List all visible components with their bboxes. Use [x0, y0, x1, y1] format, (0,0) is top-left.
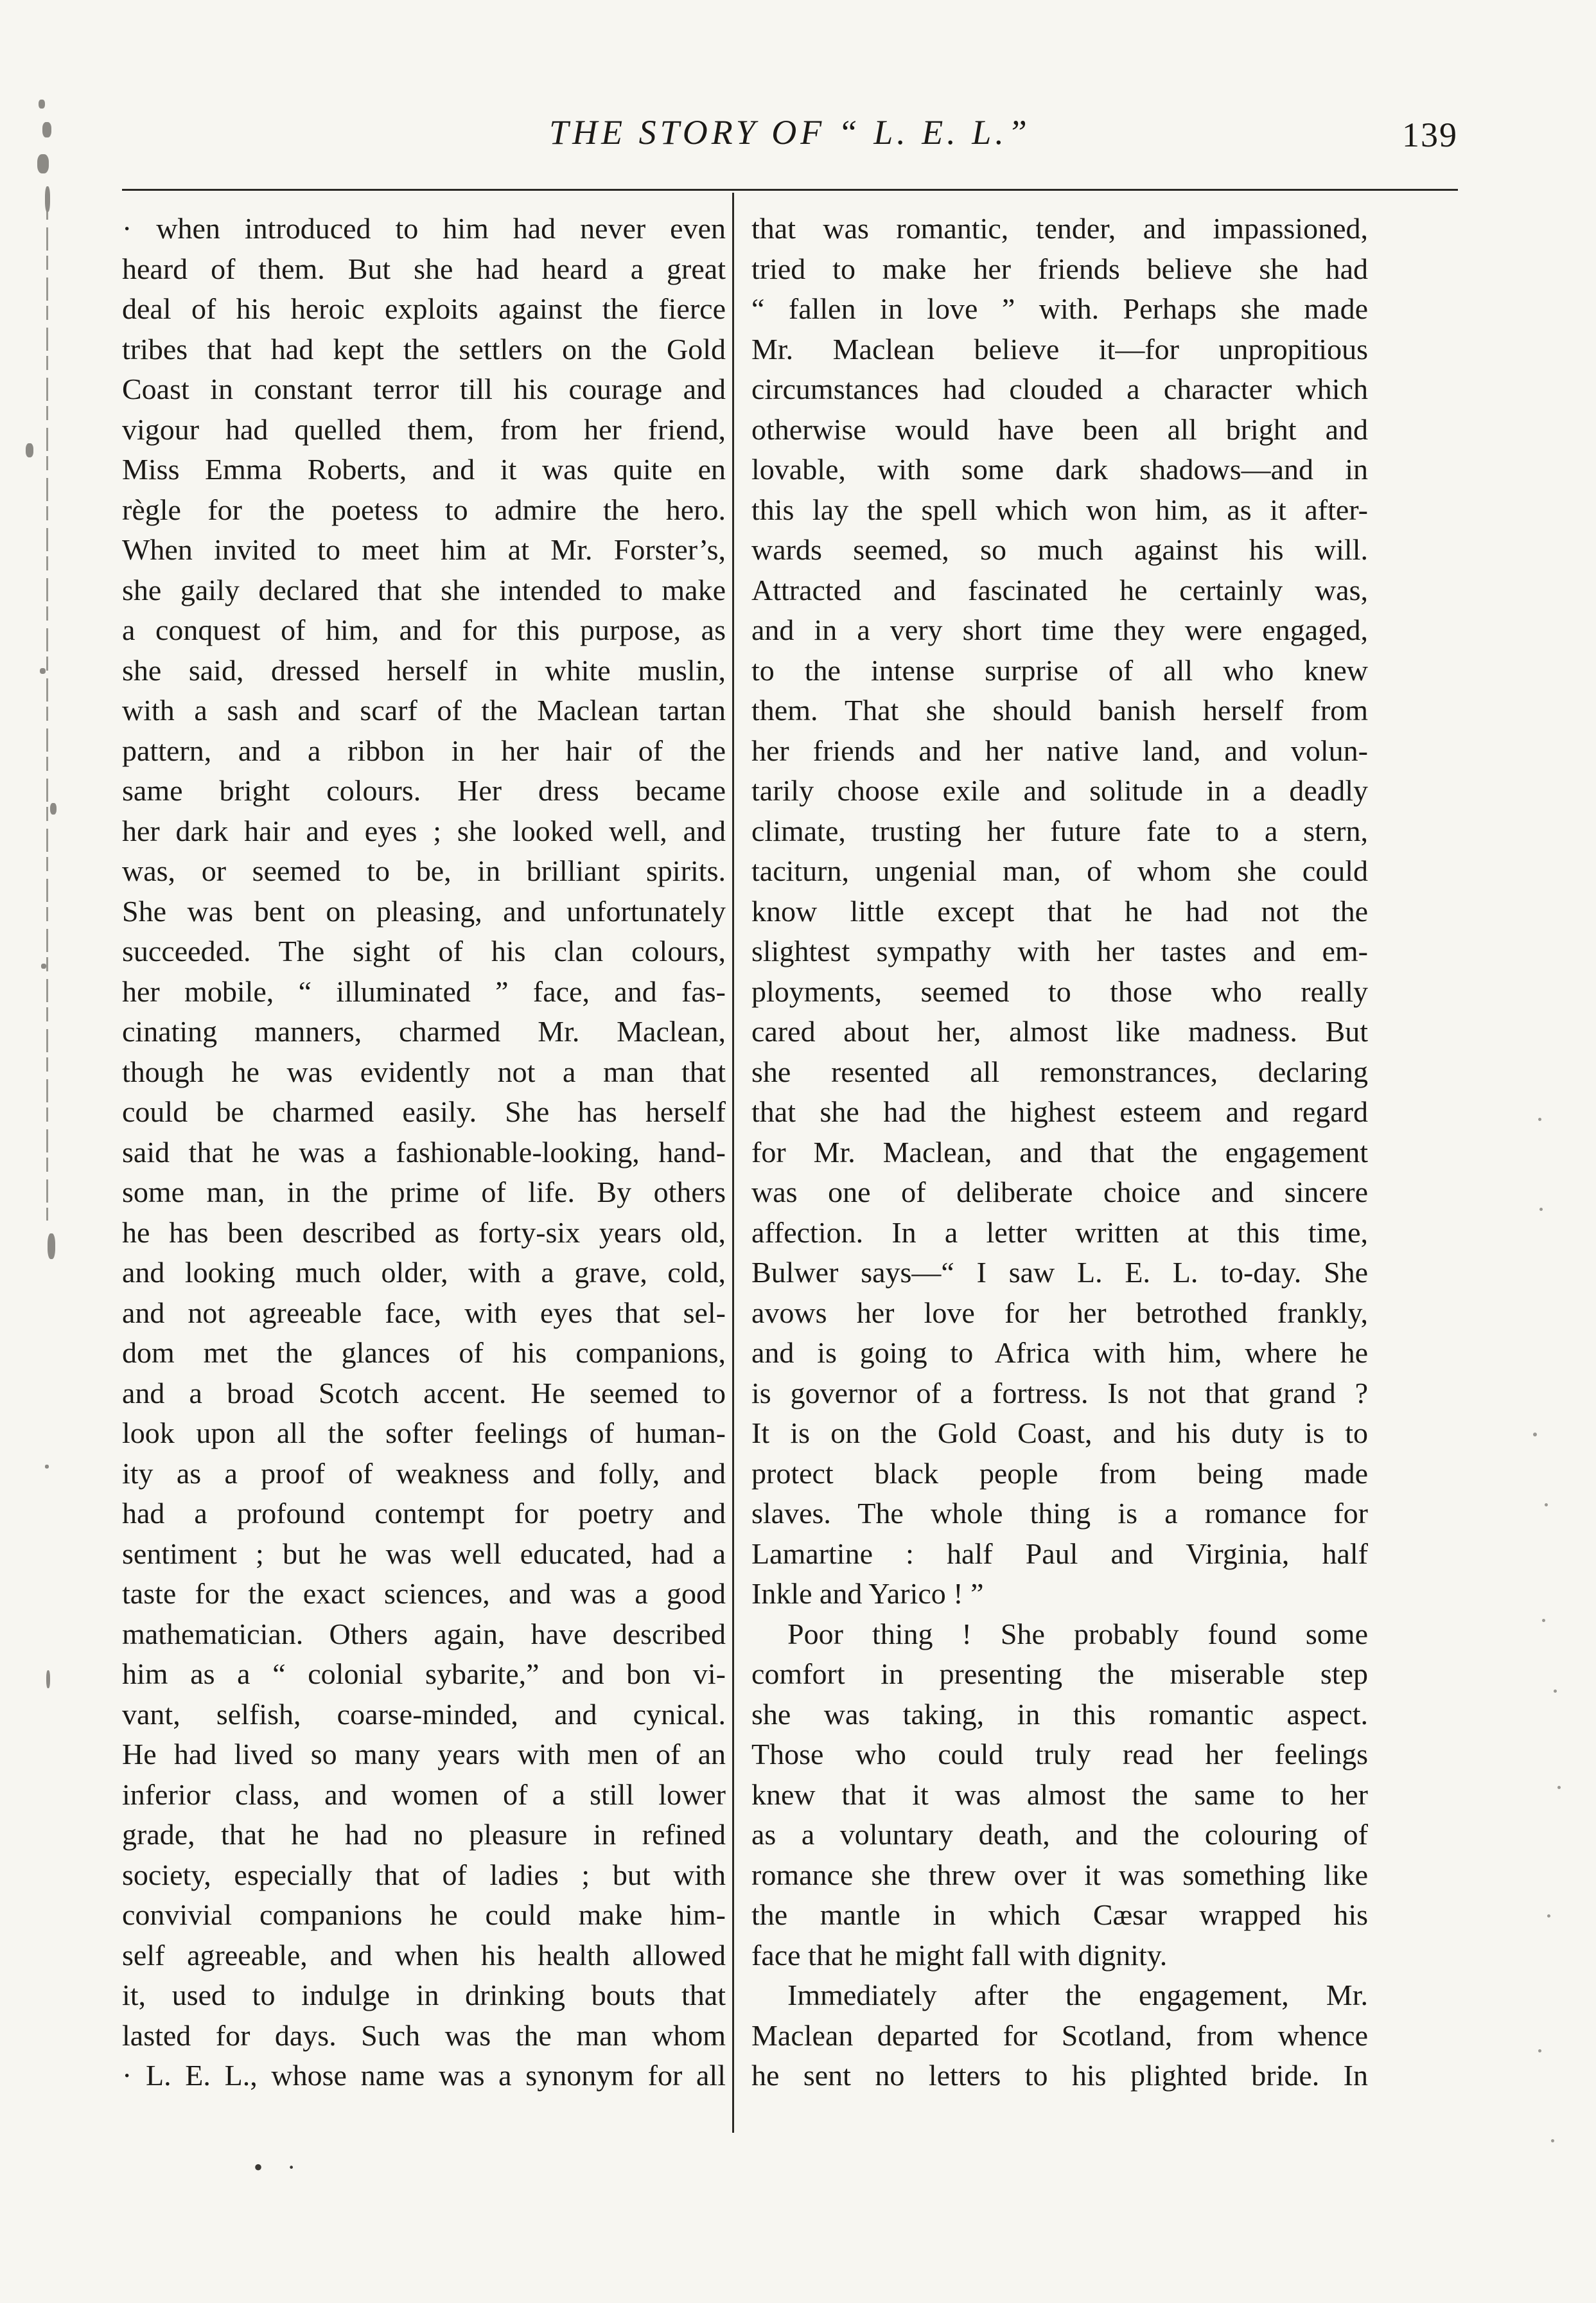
text-line: wards seemed, so much against his will. [751, 533, 1368, 566]
text-line: circumstances had clouded a character which [751, 373, 1368, 405]
text-line: Lamartine : half Paul and Virginia, half [751, 1537, 1368, 1570]
text-line: “ fallen in love ” with. Perhaps she made [751, 292, 1368, 325]
text-line: him as a “ colonial sybarite,” and bon vi- [122, 1657, 726, 1690]
text-line: When invited to meet him at Mr. Forster’s, [122, 533, 726, 566]
text-line: climate, trusting her future fate to a stern, [751, 814, 1368, 847]
footer-marks: • · [254, 2153, 305, 2182]
text-line: it, used to indulge in drinking bouts that [122, 1979, 726, 2011]
text-line: slightest sympathy with her tastes and em- [751, 935, 1368, 967]
left-margin-specks [0, 0, 71, 2303]
running-title: THE STORY OF “ L. E. L.” [549, 113, 1031, 152]
text-line: romance she threw over it was something like [751, 1858, 1368, 1891]
text-line: Mr. Maclean believe it—for unpropitious [751, 332, 1368, 366]
text-line: she resented all remonstrances, declaring [751, 1055, 1368, 1088]
text-line: deal of his heroic exploits against the fierce [122, 292, 726, 325]
text-line: same bright colours. Her dress became [122, 774, 726, 807]
text-line: he sent no letters to his plighted bride. In [751, 2059, 1368, 2092]
text-line: cared about her, almost like madness. But [751, 1015, 1368, 1048]
text-line: she said, dressed herself in white muslin, [122, 653, 726, 687]
text-line: règle for the poetess to admire the hero. [122, 493, 726, 526]
text-line: convivial companions he could make him- [122, 1898, 726, 1931]
text-line: cinating manners, charmed Mr. Maclean, [122, 1015, 726, 1048]
text-line: to the intense surprise of all who knew [751, 653, 1368, 687]
text-line: affection. In a letter written at this time, [751, 1215, 1368, 1249]
text-line: heard of them. But she had heard a great [122, 252, 726, 285]
binding-shadow [46, 206, 48, 1221]
text-line: though he was evidently not a man that [122, 1055, 726, 1088]
text-line: tribes that had kept the settlers on the Gold [122, 332, 726, 366]
column-divider [732, 193, 734, 2133]
text-line: taciturn, ungenial man, of whom she could [751, 854, 1368, 887]
text-line: tarily choose exile and solitude in a deadly [751, 774, 1368, 807]
text-line: Coast in constant terror till his courage and [122, 373, 726, 405]
text-line: taste for the exact sciences, and was a good [122, 1577, 726, 1610]
text-line: dom met the glances of his companions, [122, 1336, 726, 1369]
text-line: her dark hair and eyes ; she looked well, and [122, 814, 726, 847]
text-line: vigour had quelled them, from her friend, [122, 412, 726, 446]
text-line: she was taking, in this romantic aspect. [751, 1697, 1368, 1731]
text-line: self agreeable, and when his health allowed [122, 1938, 726, 1972]
left-column [122, 209, 726, 2096]
text-line: face that he might fall with dignity. [751, 1938, 1168, 1972]
text-line: was one of deliberate choice and sincere [751, 1176, 1368, 1208]
text-line: some man, in the prime of life. By others [122, 1176, 726, 1208]
text-line: and in a very short time they were engaged, [751, 613, 1368, 646]
text-line: ployments, seemed to those who really [751, 975, 1368, 1008]
text-line: her mobile, “ illuminated ” face, and fas- [122, 975, 726, 1008]
header-rule [122, 189, 1458, 191]
text-line: slaves. The whole thing is a romance for [751, 1497, 1368, 1530]
text-line: mathematician. Others again, have described [122, 1617, 726, 1650]
text-line: protect black people from being made [751, 1456, 1368, 1490]
text-line: vant, selfish, coarse-minded, and cynical. [122, 1697, 726, 1731]
running-head [122, 112, 1458, 170]
text-line: he has been described as forty-six years old, [122, 1215, 726, 1249]
text-line: Maclean departed for Scotland, from whence [751, 2018, 1368, 2052]
text-line: lasted for days. Such was the man whom [122, 2018, 726, 2052]
text-line: them. That she should banish herself from [751, 694, 1368, 727]
text-line: knew that it was almost the same to her [751, 1778, 1368, 1811]
text-line: succeeded. The sight of his clan colours, [122, 935, 726, 967]
paragraph-start-line: Immediately after the engagement, Mr. [787, 1979, 1368, 2011]
text-line: had a profound contempt for poetry and [122, 1497, 726, 1530]
text-line: She was bent on pleasing, and unfortunately [122, 894, 726, 928]
text-line: Those who could truly read her feelings [751, 1738, 1368, 1770]
text-line: · when introduced to him had never even [122, 212, 726, 245]
text-line: with a sash and scarf of the Maclean tartan [122, 694, 726, 727]
text-line: could be charmed easily. She has herself [122, 1095, 726, 1128]
text-line: this lay the spell which won him, as it after- [751, 493, 1368, 526]
text-line: and not agreeable face, with eyes that sel- [122, 1296, 726, 1329]
text-line: Bulwer says—“ I saw L. E. L. to-day. She [751, 1256, 1368, 1289]
text-line: lovable, with some dark shadows—and in [751, 453, 1368, 486]
text-line: sentiment ; but he was well educated, had a [122, 1537, 726, 1570]
text-line: tried to make her friends believe she had [751, 252, 1368, 285]
text-line: It is on the Gold Coast, and his duty is to [751, 1416, 1368, 1449]
right-column [751, 209, 1368, 2096]
text-line: otherwise would have been all bright and [751, 412, 1368, 446]
text-line: the mantle in which Cæsar wrapped his [751, 1898, 1368, 1931]
text-line: and looking much older, with a grave, cold, [122, 1256, 726, 1289]
text-line: and a broad Scotch accent. He seemed to [122, 1376, 726, 1409]
text-line: Miss Emma Roberts, and it was quite en [122, 453, 726, 486]
text-line: is governor of a fortress. Is not that grand ? [751, 1376, 1368, 1409]
text-line: said that he was a fashionable-looking, hand- [122, 1135, 726, 1169]
text-line: her friends and her native land, and volun- [751, 734, 1368, 767]
text-line: society, especially that of ladies ; but with [122, 1858, 726, 1891]
text-line: Attracted and fascinated he certainly was, [751, 573, 1368, 606]
text-line: know little except that he had not the [751, 894, 1368, 928]
text-line: was, or seemed to be, in brilliant spirits. [122, 854, 726, 887]
text-line: Inkle and Yarico ! ” [751, 1577, 984, 1610]
text-line: for Mr. Maclean, and that the engagement [751, 1135, 1368, 1169]
text-line: as a voluntary death, and the colouring of [751, 1818, 1368, 1851]
text-line: avows her love for her betrothed frankly, [751, 1296, 1368, 1329]
text-line: grade, that he had no pleasure in refined [122, 1818, 726, 1851]
text-line: pattern, and a ribbon in her hair of the [122, 734, 726, 767]
right-margin-specks [1500, 0, 1596, 2303]
text-line: · L. E. L., whose name was a synonym for all [122, 2059, 726, 2092]
text-line: she gaily declared that she intended to make [122, 573, 726, 606]
text-line: that was romantic, tender, and impassioned, [751, 212, 1368, 245]
text-line: ity as a proof of weakness and folly, and [122, 1456, 726, 1490]
text-line: comfort in presenting the miserable step [751, 1657, 1368, 1690]
text-line: inferior class, and women of a still lower [122, 1778, 726, 1811]
text-line: that she had the highest esteem and regard [751, 1095, 1368, 1128]
text-line: look upon all the softer feelings of human- [122, 1416, 726, 1449]
text-line: He had lived so many years with men of an [122, 1738, 726, 1770]
page-number: 139 [1402, 116, 1458, 154]
text-line: a conquest of him, and for this purpose, as [122, 613, 726, 646]
paragraph-start-line: Poor thing ! She probably found some [787, 1617, 1368, 1650]
text-line: and is going to Africa with him, where he [751, 1336, 1368, 1369]
